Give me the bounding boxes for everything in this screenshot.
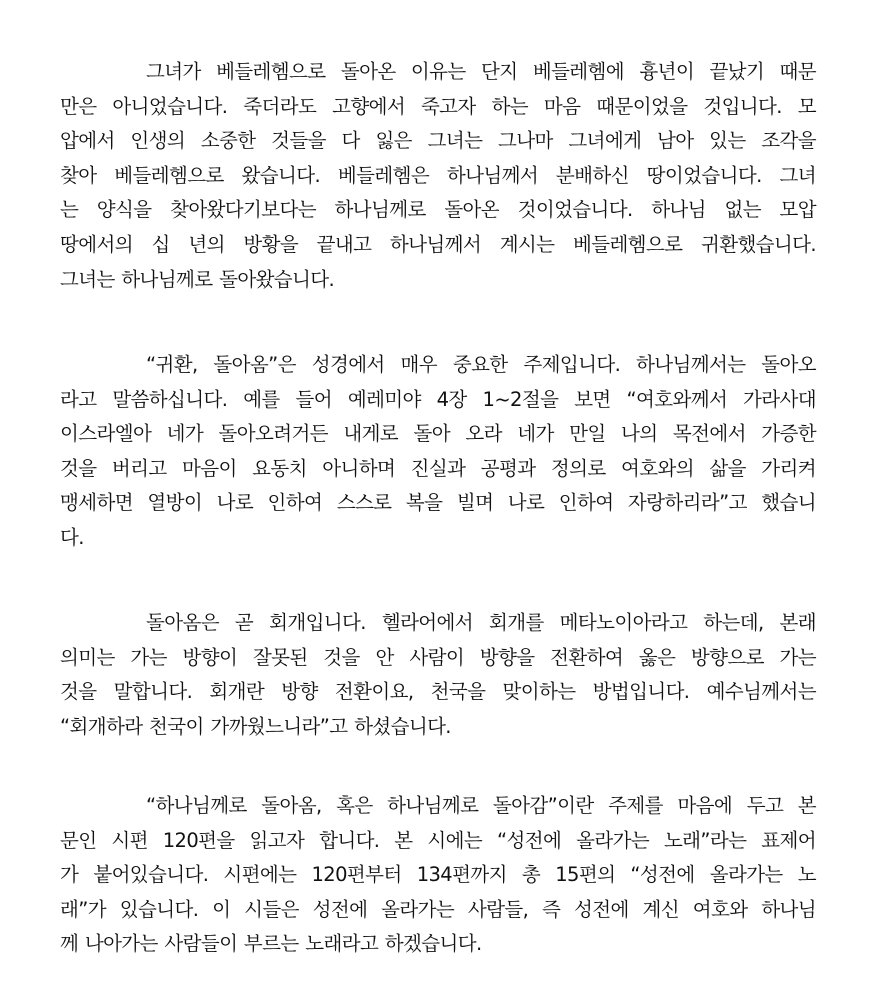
text-line: 는 양식을 찾아왔다기보다는 하나님께로 돌아온 것이었습니다. 하나님 없는 모압 [60, 198, 816, 222]
text-line: 라고 말씀하십니다. 예를 들어 예레미야 4장 1~2절을 보면 “여호와께서 가라사대 [60, 387, 816, 411]
text-line: 께 나아가는 사람들이 부르는 노래라고 하겠습니다. [60, 932, 482, 956]
text-line: 이스라엘아 네가 돌아오려거든 내게로 돌아 오라 네가 만일 나의 목전에서 가증한 [60, 422, 816, 446]
text-line: 다. [60, 525, 84, 549]
text-line: “회개하라 천국이 가까웠느니라”고 하셨습니다. [60, 714, 451, 738]
text-line: 찾아 베들레헴으로 왔습니다. 베들레헴은 하나님께서 분배하신 땅이었습니다. 그녀 [60, 163, 816, 187]
text-line: 맹세하면 열방이 나로 인하여 스스로 복을 빌며 나로 인하여 자랑하리라”고 했습니 [60, 491, 816, 515]
paragraph-4 [60, 789, 816, 962]
text-line: 땅에서의 십 년의 방황을 끝내고 하나님께서 계시는 베들레헴으로 귀환했습니다. [60, 232, 816, 256]
paragraph-1 [60, 55, 816, 297]
text-line: 돌아옴은 곧 회개입니다. 헬라어에서 회개를 메타노이아라고 하는데, 본래 [146, 611, 816, 634]
paragraph-2 [60, 348, 816, 556]
text-line: 만은 아니었습니다. 죽더라도 고향에서 죽고자 하는 마음 때문이었을 것입니다. 모 [60, 94, 816, 118]
text-line: 것을 말합니다. 회개란 방향 전환이요, 천국을 맞이하는 방법입니다. 예수님께서는 [60, 680, 816, 704]
text-line: 그녀는 하나님께로 돌아왔습니다. [60, 267, 335, 291]
paragraph-3 [60, 606, 816, 744]
text-line: 문인 시편 120편을 읽고자 합니다. 본 시에는 “성전에 올라가는 노래”라는 표제어 [60, 828, 816, 852]
text-line: 것을 버리고 마음이 요동치 아니하며 진실과 공평과 정의로 여호와의 삶을 가리켜 [60, 456, 816, 480]
text-line: 압에서 인생의 소중한 것들을 다 잃은 그녀는 그나마 그녀에게 남아 있는 조각을 [60, 129, 816, 153]
text-line: 그녀가 베들레헴으로 돌아온 이유는 단지 베들레헴에 흉년이 끝났기 때문 [146, 60, 816, 83]
text-line: “귀환, 돌아옴”은 성경에서 매우 중요한 주제입니다. 하나님께서는 돌아오 [146, 353, 816, 376]
text-line: 가 붙어있습니다. 시편에는 120편부터 134편까지 총 15편의 “성전에 올라가는 노 [60, 863, 816, 887]
text-line: 의미는 가는 방향이 잘못된 것을 안 사람이 방향을 전환하여 옳은 방향으로 가는 [60, 645, 816, 669]
text-line: 래”가 있습니다. 이 시들은 성전에 올라가는 사람들, 즉 성전에 계신 여호와 하나님 [60, 897, 816, 921]
text-line: “하나님께로 돌아옴, 혹은 하나님께로 돌아감”이란 주제를 마음에 두고 본 [146, 794, 816, 817]
